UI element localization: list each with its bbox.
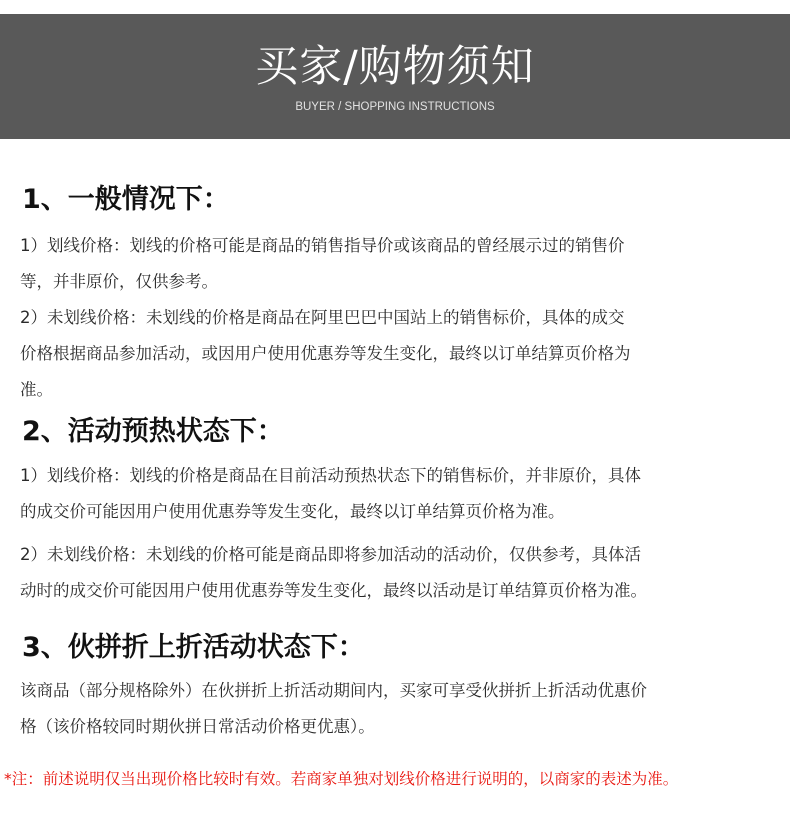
section-heading-group-buy: 3、伙拼折上折活动状态下： [22, 632, 365, 663]
section-body-preheat-1 [20, 458, 641, 530]
header-banner [0, 14, 790, 139]
paragraph-line: 的成交价可能因用户使用优惠券等发生变化，最终以订单结算页价格为准。 [20, 502, 565, 521]
section-heading-general: 1、一般情况下： [22, 184, 230, 215]
paragraph-line: 2）未划线价格：未划线的价格可能是商品即将参加活动的活动价，仅供参考，具体活 [20, 545, 641, 564]
paragraph-line: 1）划线价格：划线的价格可能是商品的销售指导价或该商品的曾经展示过的销售价 [20, 236, 625, 255]
paragraph-line: 等，并非原价，仅供参考。 [20, 272, 218, 291]
paragraph-line: 动时的成交价可能因用户使用优惠券等发生变化，最终以活动是订单结算页价格为准。 [20, 581, 647, 600]
paragraph-line: 1）划线价格：划线的价格是商品在目前活动预热状态下的销售标价，并非原价，具体 [20, 466, 641, 485]
paragraph-line: 价格根据商品参加活动，或因用户使用优惠券等发生变化，最终以订单结算页价格为 [20, 344, 631, 363]
paragraph-line: 准。 [20, 380, 53, 399]
page-title: 买家/购物须知 [255, 42, 535, 92]
section-body-preheat-2 [20, 537, 647, 609]
page-subtitle: BUYER / SHOPPING INSTRUCTIONS [295, 101, 495, 113]
disclaimer-note: *注：前述说明仅当出现价格比较时有效。若商家单独对划线价格进行说明的，以商家的表述为准。 [4, 770, 679, 788]
paragraph-line: 格（该价格较同时期伙拼日常活动价格更优惠）。 [20, 717, 375, 736]
section-body-group-buy [20, 673, 647, 745]
section-body-general [20, 228, 631, 408]
paragraph-line: 该商品（部分规格除外）在伙拼折上折活动期间内，买家可享受伙拼折上折活动优惠价 [20, 681, 647, 700]
section-heading-preheat: 2、活动预热状态下： [22, 416, 284, 447]
paragraph-line: 2）未划线价格：未划线的价格是商品在阿里巴巴中国站上的销售标价，具体的成交 [20, 308, 625, 327]
